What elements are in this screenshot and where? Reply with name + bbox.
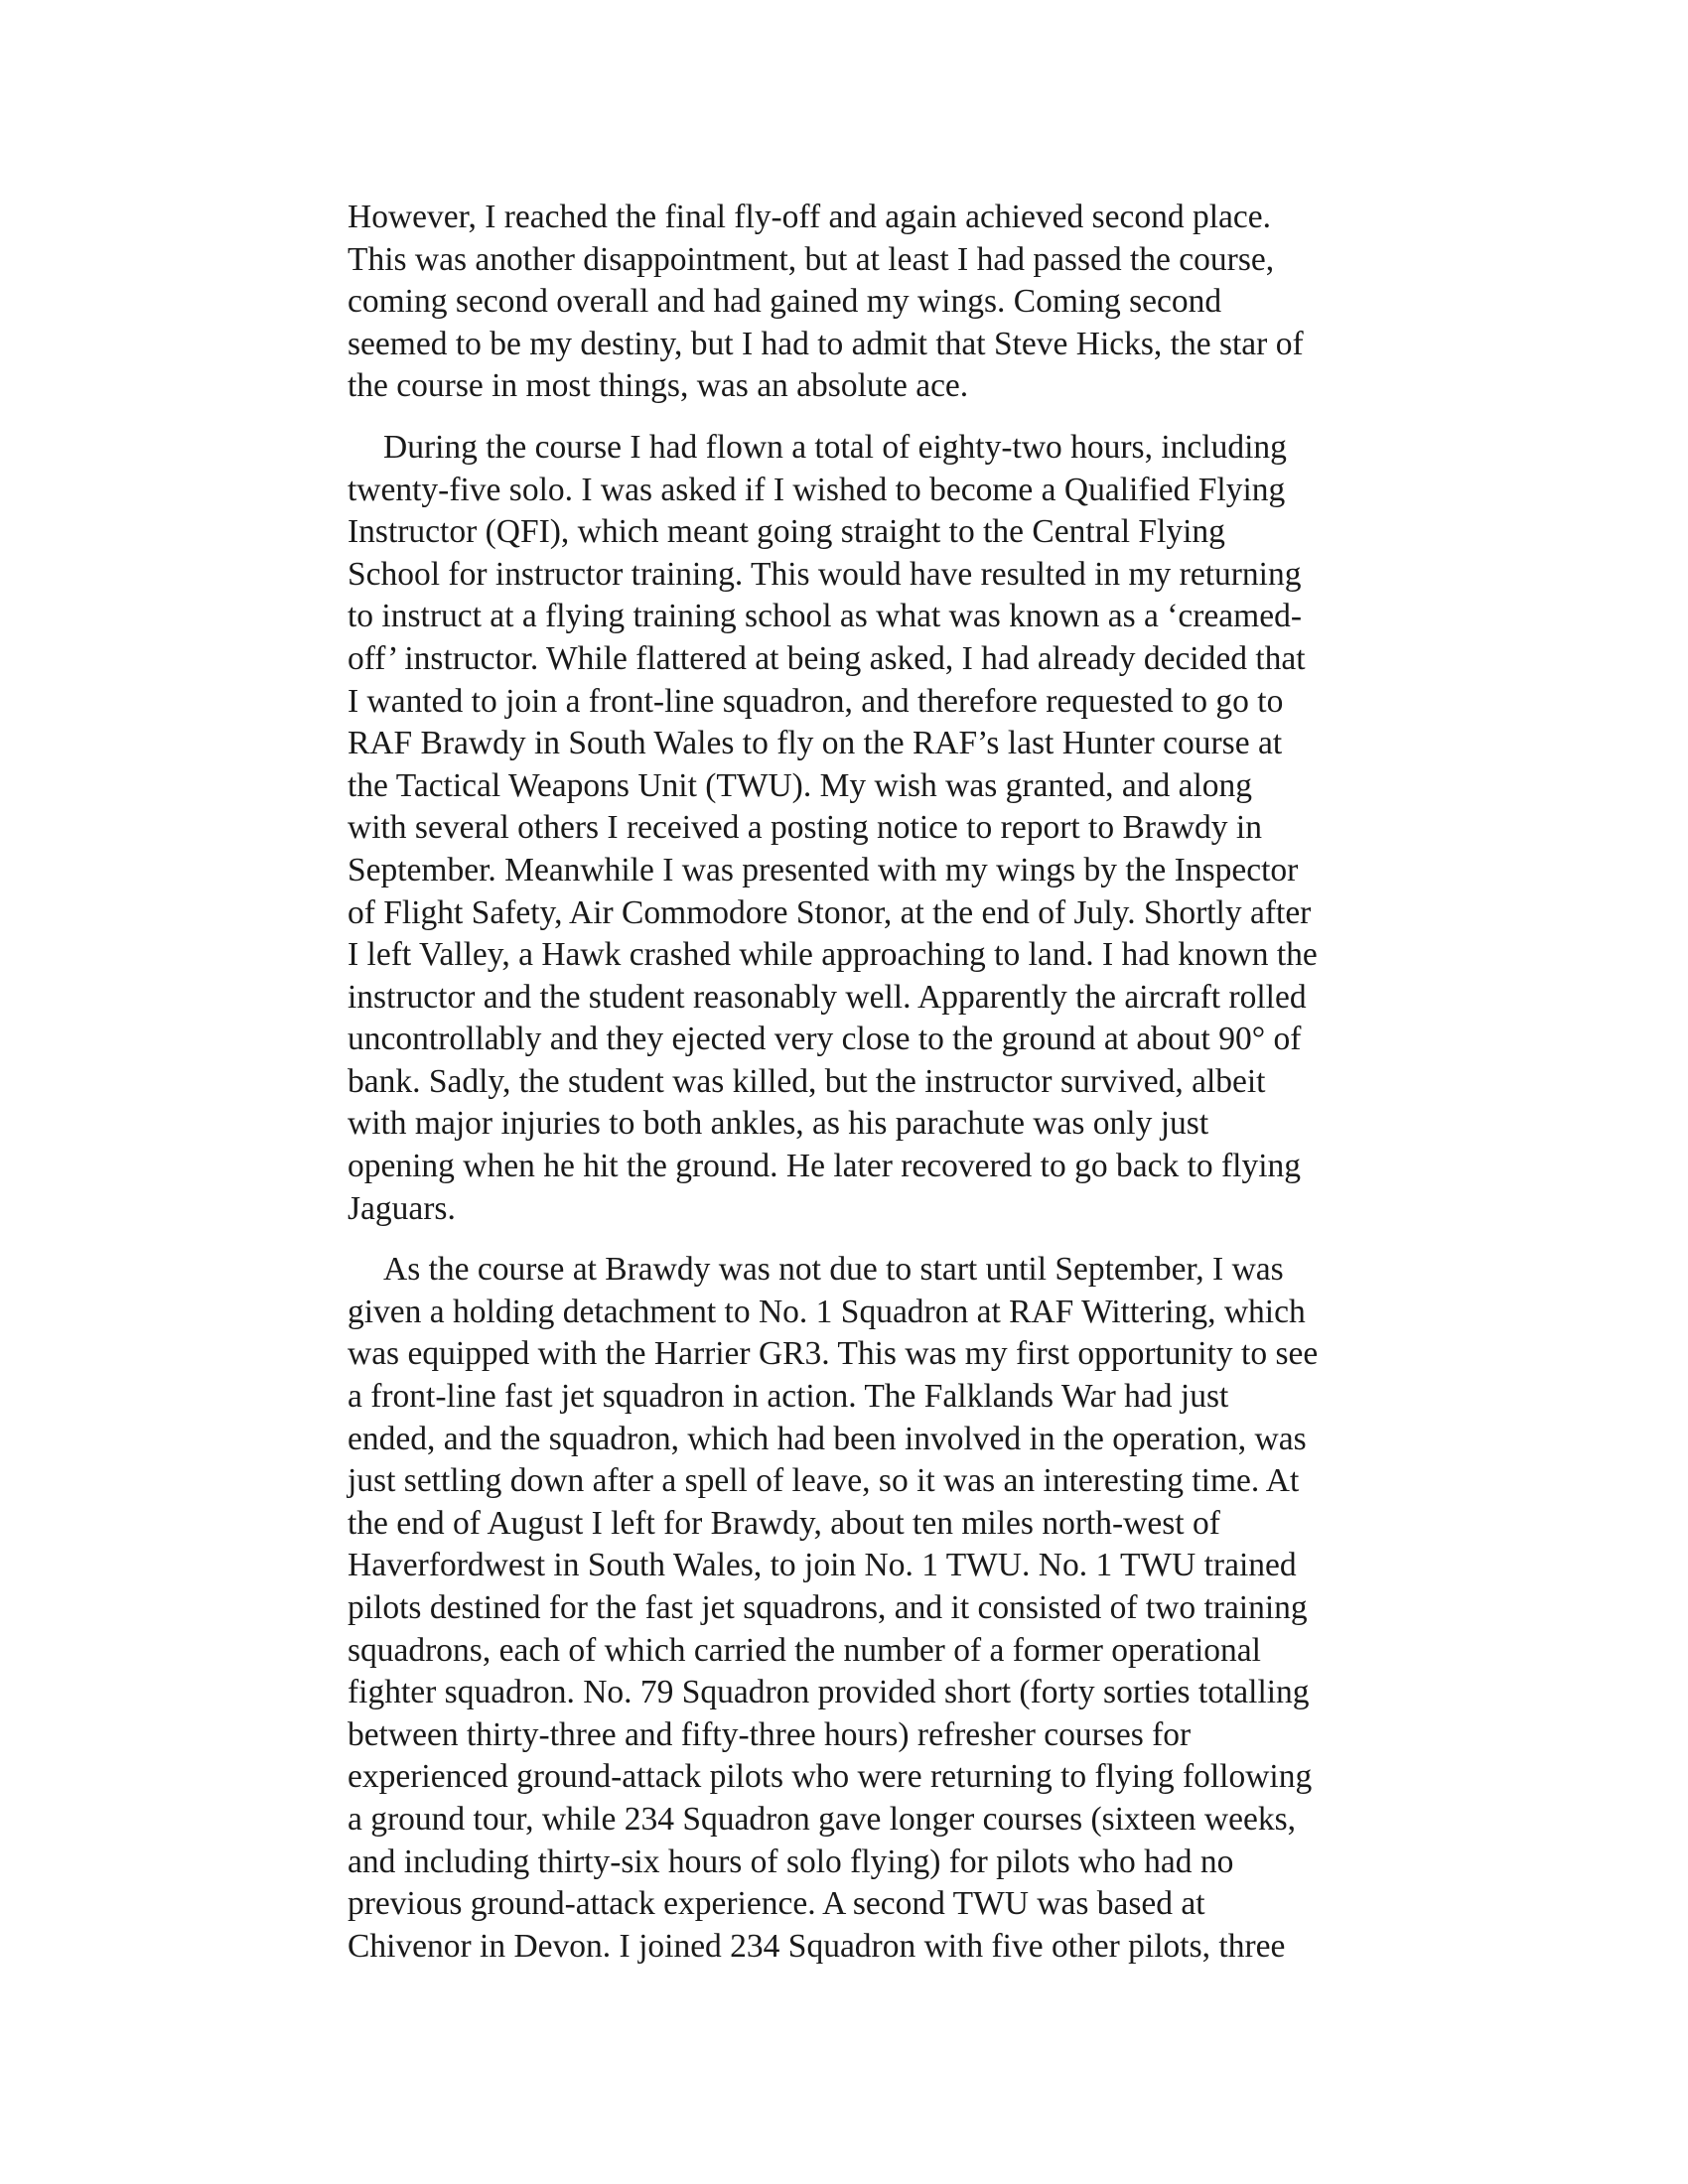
text-line: previous ground-attack experience. A second TWU was based at [348,1885,1205,1923]
text-line: the Tactical Weapons Unit (TWU). My wish was granted, and along [348,766,1253,804]
text-line: a front-line fast jet squadron in action. The Falklands War had just [348,1378,1229,1416]
text-line: the end of August I left for Brawdy, about ten miles north-west of [348,1504,1220,1542]
text-line: coming second overall and had gained my wings. Coming second [348,283,1222,321]
text-line: fighter squadron. No. 79 Squadron provided short (forty sorties totalling [348,1674,1310,1711]
paragraph-2 [348,427,1430,1230]
text-line: As the course at Brawdy was not due to start until September, I was [383,1251,1284,1289]
text-line: with several others I received a posting notice to report to Brawdy in [348,809,1262,847]
text-line: off’ instructor. While flattered at being asked, I had already decided that [348,639,1306,677]
text-line: However, I reached the final fly-off and again achieved second place. [348,199,1272,235]
text-line: This was another disappointment, but at least I had passed the course, [348,240,1275,278]
text-line: squadrons, each of which carried the number of a former operational [348,1631,1261,1669]
text-line: I wanted to join a front-line squadron, and therefore requested to go to [348,682,1284,720]
text-line: Haverfordwest in South Wales, to join No. 1 TWU. No. 1 TWU trained [348,1547,1297,1584]
text-line: seemed to be my destiny, but I had to admit that Steve Hicks, the star of [348,325,1304,362]
text-line: the course in most things, was an absolute ace. [348,367,969,405]
text-line: just settling down after a spell of leave, so it was an interesting time. At [348,1462,1300,1500]
text-line: ended, and the squadron, which had been involved in the operation, was [348,1420,1307,1457]
text-line: RAF Brawdy in South Wales to fly on the RAF’s last Hunter course at [348,725,1283,762]
text-line: and including thirty-six hours of solo flying) for pilots who had no [348,1843,1234,1880]
text-line: experienced ground-attack pilots who were returning to flying following [348,1758,1313,1796]
text-line: twenty-five solo. I was asked if I wished to become a Qualified Flying [348,471,1286,508]
text-line: to instruct at a flying training school as what was known as a ‘creamed- [348,598,1302,635]
text-line: pilots destined for the fast jet squadrons, and it consisted of two training [348,1589,1308,1626]
text-line: Chivenor in Devon. I joined 234 Squadron with five other pilots, three [348,1927,1286,1965]
text-line: between thirty-three and fifty-three hours) refresher courses for [348,1715,1192,1753]
text-line: September. Meanwhile I was presented with my wings by the Inspector [348,851,1299,888]
text-line: Jaguars. [348,1189,456,1227]
paragraph-1 [348,197,1430,408]
text-line: instructor and the student reasonably well. Apparently the aircraft rolled [348,978,1307,1016]
text-line: with major injuries to both ankles, as his parachute was only just [348,1105,1209,1143]
text-line: given a holding detachment to No. 1 Squadron at RAF Wittering, which [348,1293,1306,1330]
page-body [348,197,1430,1986]
text-line: a ground tour, while 234 Squadron gave longer courses (sixteen weeks, [348,1800,1297,1838]
text-line: was equipped with the Harrier GR3. This was my first opportunity to see [348,1335,1319,1373]
text-line: uncontrollably and they ejected very close to the ground at about 90° of [348,1021,1302,1058]
paragraph-3 [348,1249,1430,1968]
text-line: School for instructor training. This would have resulted in my returning [348,555,1302,593]
text-line: opening when he hit the ground. He later recovered to go back to flying [348,1148,1302,1185]
text-line: I left Valley, a Hawk crashed while approaching to land. I had known the [348,936,1318,974]
text-line: of Flight Safety, Air Commodore Stonor, at the end of July. Shortly after [348,893,1312,931]
text-line: During the course I had flown a total of eighty-two hours, including [383,428,1287,466]
text-line: bank. Sadly, the student was killed, but the instructor survived, albeit [348,1062,1266,1100]
text-line: Instructor (QFI), which meant going straight to the Central Flying [348,513,1225,551]
